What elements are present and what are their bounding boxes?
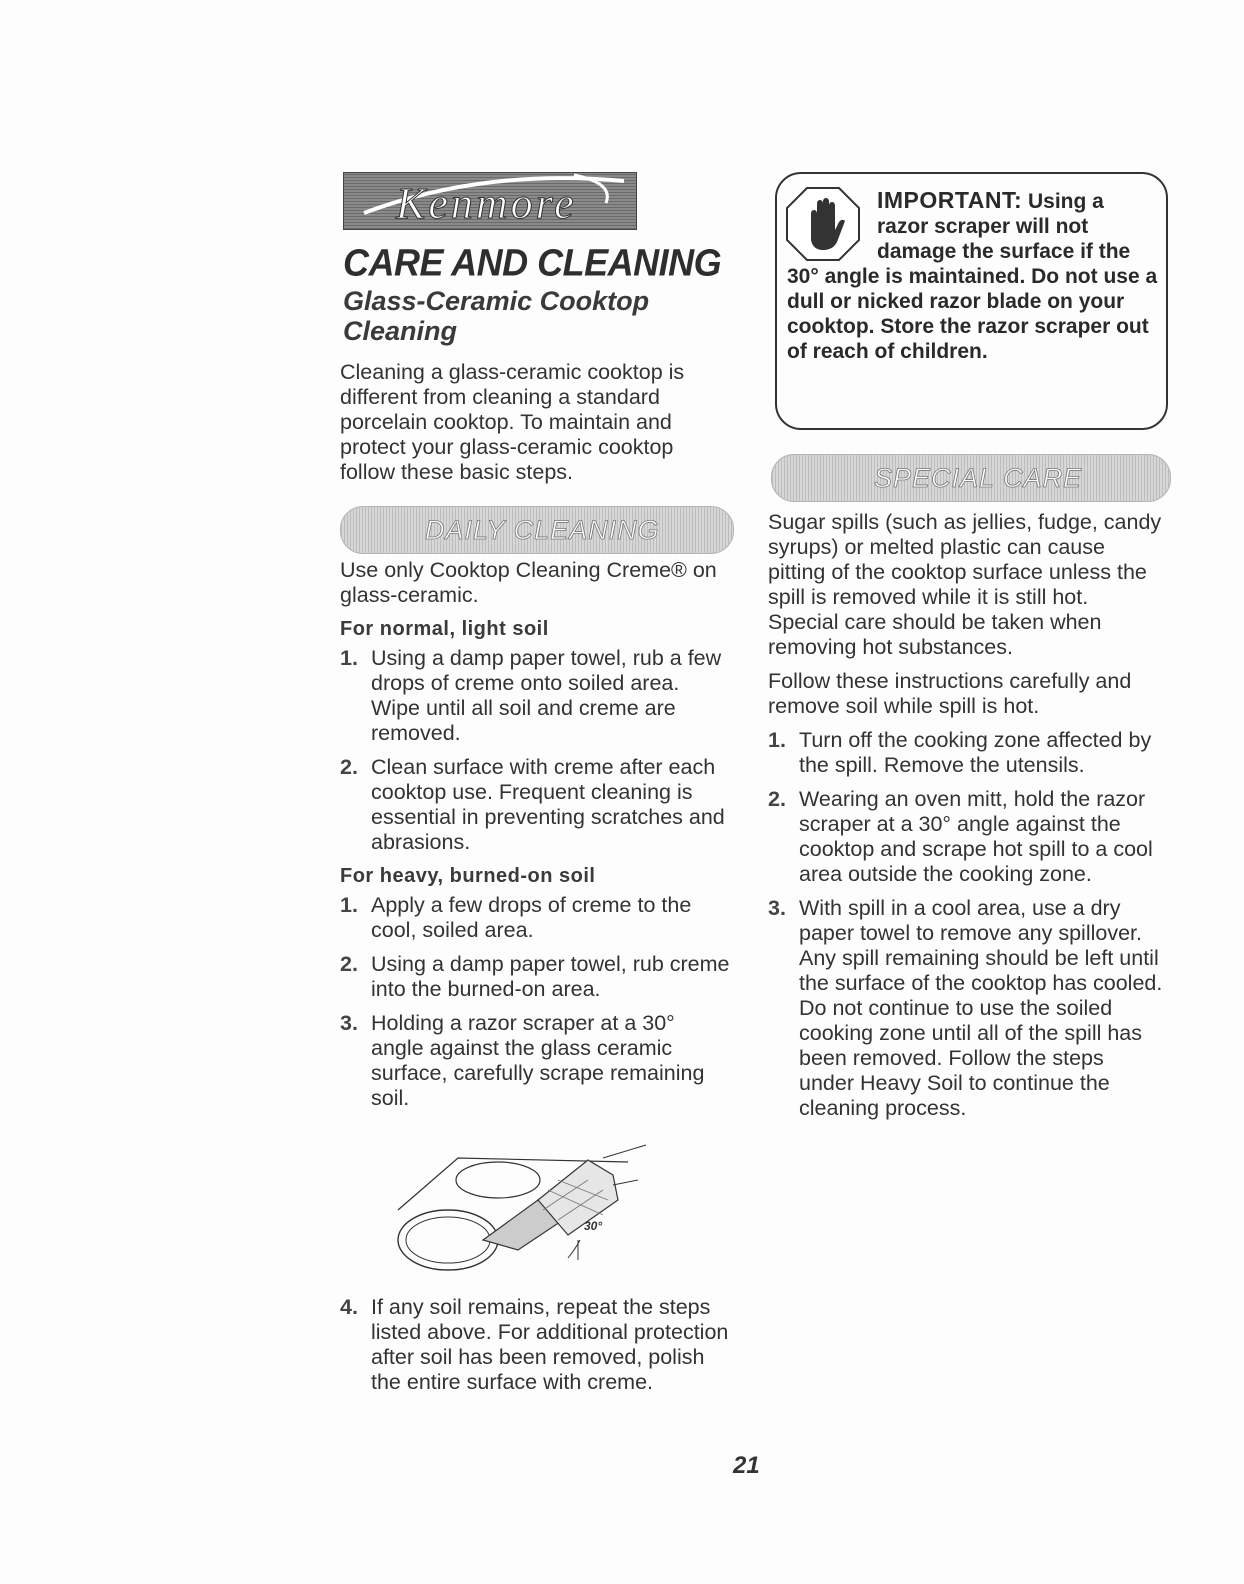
special-care-banner [771,454,1171,502]
scraper-illustration [388,1140,648,1285]
list-item [340,1295,730,1395]
step-text: Using a damp paper towel, rub a few drops of creme onto soiled area. Wipe until all soil and creme are removed. [371,646,722,745]
step-number: 4. [340,1295,358,1319]
step-text: Clean surface with creme after each cooktop use. Frequent cleaning is essential in preventing scratches and abrasions. [371,755,725,854]
special-care-banner-label: SPECIAL CARE [874,463,1083,493]
important-warning-box [775,172,1168,430]
important-heading: IMPORTANT: [877,187,1023,213]
step-text: If any soil remains, repeat the steps listed above. For additional protection after soil has been removed, polish the entire surface with creme. [371,1295,729,1394]
step-number: 2. [340,952,358,976]
daily-intro: Use only Cooktop Cleaning Creme® on glass-ceramic. [340,558,717,607]
special-paragraph-2: Follow these instructions carefully and remove soil while spill is hot. [768,669,1132,718]
step-number: 3. [768,896,786,920]
step-number: 1. [340,893,358,917]
list-item [340,646,730,746]
step-text: Turn off the cooking zone affected by the spill. Remove the utensils. [799,728,1152,777]
list-item [768,896,1163,1121]
special-care-section [768,510,1163,1130]
step-text: Holding a razor scraper at a 30° angle against the glass ceramic surface, carefully scrape remaining soil. [371,1011,705,1110]
page-title: CARE AND CLEANING [343,240,722,284]
special-paragraph-1: Sugar spills (such as jellies, fudge, candy syrups) or melted plastic can cause pitting of the cooktop surface unless the spill is removed while it is still hot. Special care should be taken when removing hot substances. [768,510,1162,659]
step-text: Apply a few drops of creme to the cool, soiled area. [371,893,692,942]
step-number: 1. [340,646,358,670]
list-item [768,787,1163,887]
intro-paragraph: Cleaning a glass-ceramic cooktop is different from cleaning a standard porcelain cooktop. To maintain and protect your glass-ceramic cooktop follow these basic steps. [340,360,685,484]
daily-cleaning-banner [340,506,734,554]
step-text: With spill in a cool area, use a dry paper towel to remove any spillover. Any spill remaining should be left until the surface of the cooktop has cooled. Do not continue to use the soiled cooking zone until all of the spill has been removed. Follow the steps under Heavy Soil to continue the cleaning process. [799,896,1163,1120]
daily-cleaning-banner-label: DAILY CLEANING [425,515,660,545]
list-item [340,893,730,943]
list-item [340,755,730,855]
step-number: 1. [768,728,786,752]
final-step-section [340,1295,730,1404]
step-number: 2. [768,787,786,811]
step-number: 3. [340,1011,358,1035]
page-subtitle: Glass-Ceramic Cooktop Cleaning [343,286,650,346]
step-text: Wearing an oven mitt, hold the razor scraper at a 30° angle against the cooktop and scrape hot spill to a cool area outside the cooking zone. [799,787,1153,886]
heavy-soil-heading: For heavy, burned-on soil [340,865,596,887]
list-item [340,952,730,1002]
step-text: Using a damp paper towel, rub creme into the burned-on area. [371,952,730,1001]
angle-label: 30° [584,1219,603,1233]
list-item [340,1011,730,1111]
normal-soil-heading: For normal, light soil [340,618,549,640]
page-number: 21 [733,1452,760,1479]
kenmore-logo [343,172,637,230]
logo-text: Kenmore [396,179,577,228]
list-item [768,728,1163,778]
daily-cleaning-section [340,558,730,1120]
step-number: 2. [340,755,358,779]
important-text: Using a razor scraper will not damage the surface if the 30° angle is maintained. Do not use a dull or nicked razor blade on your cooktop. Store the razor scraper out of reach of children. [787,190,1158,363]
razor-scraper-icon [388,1140,648,1280]
